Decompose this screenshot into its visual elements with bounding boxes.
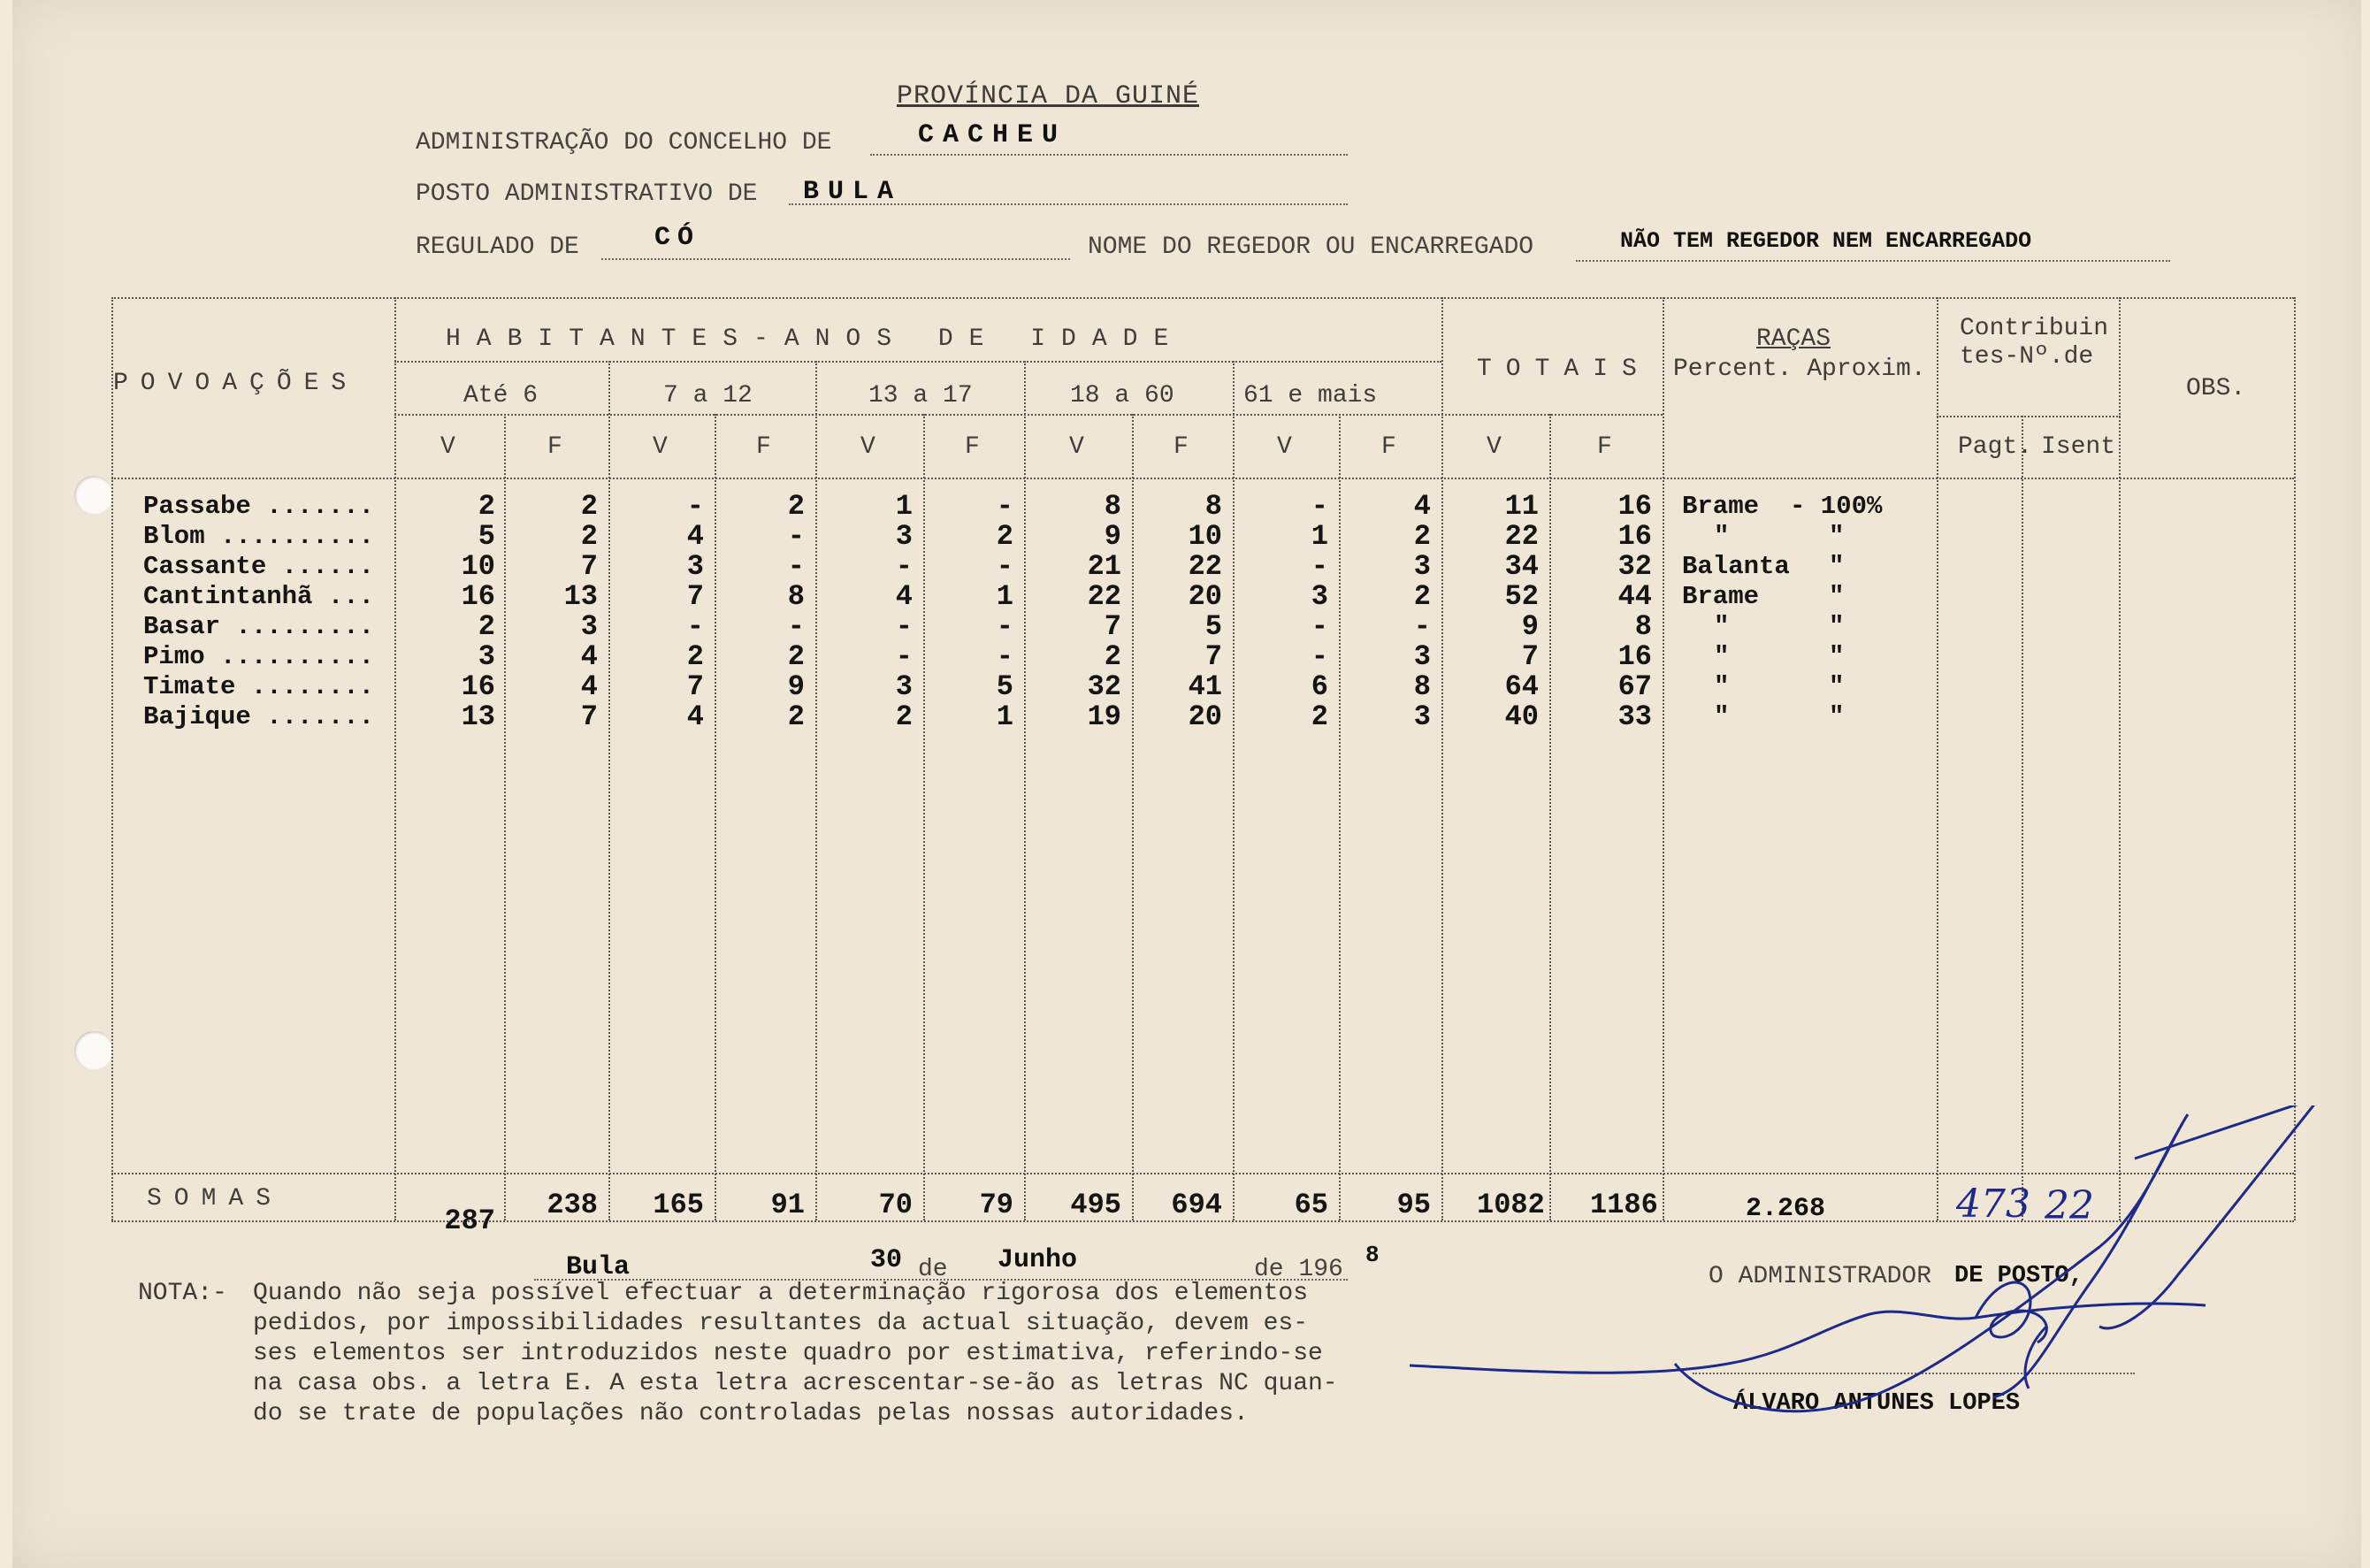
nota-line-2: pedidos, por impossibilidades resultantes da actual situação, devem es- (253, 1310, 1308, 1337)
somas-cell: 287 (444, 1205, 495, 1237)
table-cell: - (686, 490, 704, 523)
col-sep (815, 361, 817, 1220)
age-group-1: 7 a 12 (663, 382, 753, 409)
f-header: F (756, 433, 771, 461)
document-page (12, 0, 2361, 1568)
table-cell: - (1413, 610, 1431, 643)
table-cell: - (787, 610, 805, 643)
somas-cell: 1082 (1477, 1189, 1545, 1221)
date-day: 30 (870, 1245, 903, 1275)
posto-label: POSTO ADMINISTRATIVO DE (416, 180, 758, 208)
table-cell: - (1311, 490, 1328, 523)
povoacao-name: Basar ......... (143, 612, 375, 641)
table-cell: 10 (461, 550, 495, 583)
table-cell: 2 (1311, 700, 1328, 733)
table-cell: 20 (1188, 700, 1222, 733)
table-cell: 2 (787, 700, 805, 733)
habitantes-header: HABITANTES-ANOS DE IDADE (446, 325, 1185, 353)
administrador-label: O ADMINISTRADOR (1709, 1263, 1932, 1290)
f-header: F (1174, 433, 1189, 461)
table-cell: 3 (1413, 550, 1431, 583)
table-cell: 22 (1087, 580, 1121, 613)
table-cell: 5 (478, 520, 495, 553)
punch-hole-top (74, 476, 113, 515)
table-cell: - (996, 550, 1013, 583)
table-cell: 3 (1413, 640, 1431, 673)
table-cell: 10 (1188, 520, 1222, 553)
table-cell: 16 (461, 670, 495, 703)
posto-value: BULA (803, 177, 903, 207)
col-sep (608, 361, 610, 1220)
table-cell: 2 (580, 520, 598, 553)
col-totais-left (1441, 297, 1443, 1220)
table-cell: 52 (1504, 580, 1539, 613)
regulado-value: CÓ (654, 223, 701, 253)
age-group-0: Até 6 (463, 382, 539, 409)
table-cell: 2 (478, 490, 495, 523)
vf-divider (394, 414, 1663, 416)
age-group-3: 18 a 60 (1070, 382, 1174, 409)
povoacao-name: Cantintanhã ... (143, 582, 375, 611)
race-name: " (1714, 612, 1730, 641)
v-header: V (440, 433, 455, 461)
table-cell: 34 (1504, 550, 1539, 583)
col-povoacoes-right (394, 297, 396, 1220)
handwritten-signature (1410, 1105, 2370, 1442)
somas-label: SOMAS (147, 1185, 284, 1212)
habitantes-divider (394, 361, 1441, 363)
race-percent: " (1829, 612, 1845, 641)
povoacao-name: Pimo .......... (143, 642, 375, 671)
table-cell: 4 (580, 670, 598, 703)
table-cell: 7 (580, 550, 598, 583)
table-cell: 3 (686, 550, 704, 583)
col-sep (1339, 414, 1341, 1220)
povoacao-name: Timate ........ (143, 672, 375, 701)
table-cell: 1 (996, 580, 1013, 613)
table-cell: 16 (1617, 520, 1652, 553)
date-month: Junho (998, 1245, 1078, 1275)
contrib-divider (1937, 416, 2121, 417)
v-header: V (1277, 433, 1292, 461)
table-cell: 16 (1617, 490, 1652, 523)
somas-cell: 91 (770, 1189, 805, 1221)
race-name: " (1714, 642, 1730, 671)
pagt-header: Pagt. (1958, 433, 2033, 461)
date-de-2: de 196 (1254, 1256, 1343, 1283)
isent-header: Isent (2041, 433, 2116, 461)
table-cell: - (1311, 550, 1328, 583)
table-cell: 3 (895, 670, 913, 703)
nota-line-4: na casa obs. a letra E. A esta letra acrescentar-se-ão as letras NC quan- (253, 1370, 1338, 1397)
table-cell: 4 (1413, 490, 1431, 523)
table-left-border (111, 297, 113, 1220)
totais-header: TOTAIS (1477, 356, 1651, 383)
regulado-label: REGULADO DE (416, 233, 579, 261)
table-cell: 2 (580, 490, 598, 523)
date-place: Bula (566, 1252, 631, 1282)
table-cell: 2 (1104, 640, 1121, 673)
col-racas-left (1663, 297, 1664, 1220)
table-cell: - (895, 550, 913, 583)
date-year-digit: 8 (1365, 1242, 1381, 1268)
contrib-isent-value: 22 (2045, 1183, 2094, 1228)
f-header: F (965, 433, 980, 461)
table-cell: - (1311, 610, 1328, 643)
racas-header: RAÇAS (1756, 325, 1831, 353)
table-cell: 41 (1188, 670, 1222, 703)
table-top-border (111, 297, 2294, 299)
table-cell: 9 (1521, 610, 1539, 643)
age-group-4: 61 e mais (1243, 382, 1378, 409)
table-cell: 8 (1413, 670, 1431, 703)
obs-header: OBS. (2186, 375, 2246, 402)
nota-line-1: Quando não seja possível efectuar a determinação rigorosa dos elementos (253, 1280, 1308, 1307)
somas-race-total: 2.268 (1746, 1194, 1826, 1224)
signer-name: ÁLVARO ANTUNES LOPES (1733, 1390, 2021, 1417)
table-cell: 3 (580, 610, 598, 643)
table-cell: 16 (461, 580, 495, 613)
nota-line-3: ses elementos ser introduzidos neste quadro por estimativa, referindo-se (253, 1340, 1323, 1367)
table-cell: 7 (1104, 610, 1121, 643)
nota-line-5: do se trate de populações não controladas pelas nossas autoridades. (253, 1400, 1249, 1427)
race-name: " (1714, 522, 1730, 551)
table-cell: 19 (1087, 700, 1121, 733)
table-cell: - (895, 610, 913, 643)
race-percent: " (1829, 522, 1845, 551)
punch-hole-bottom (74, 1031, 113, 1070)
table-cell: 33 (1617, 700, 1652, 733)
table-cell: 4 (686, 520, 704, 553)
contrib-pagt-value: 473 (1956, 1182, 2030, 1227)
col-contrib-left (1937, 297, 1938, 1220)
table-cell: 67 (1617, 670, 1652, 703)
table-cell: 4 (686, 700, 704, 733)
table-cell: 16 (1617, 640, 1652, 673)
table-cell: - (895, 640, 913, 673)
table-cell: 7 (686, 670, 704, 703)
table-cell: 4 (580, 640, 598, 673)
povoacao-name: Passabe ....... (143, 492, 375, 521)
col-sep (1549, 414, 1551, 1220)
col-sep (715, 414, 716, 1220)
table-cell: 7 (686, 580, 704, 613)
v-header: V (860, 433, 875, 461)
race-percent: " (1829, 702, 1845, 731)
contrib-header-1: Contribuin (1960, 315, 2109, 342)
table-cell: - (787, 550, 805, 583)
table-cell: 22 (1188, 550, 1222, 583)
table-cell: 8 (1204, 490, 1222, 523)
v-header: V (653, 433, 668, 461)
table-right-border (2294, 297, 2296, 1220)
table-cell: 2 (996, 520, 1013, 553)
table-cell: 8 (1634, 610, 1652, 643)
table-cell: 8 (1104, 490, 1121, 523)
table-cell: - (686, 610, 704, 643)
race-name: Brame (1682, 582, 1760, 611)
contrib-header-2: tes-Nº.de (1960, 343, 2094, 371)
f-header: F (547, 433, 562, 461)
table-cell: 32 (1617, 550, 1652, 583)
race-name: " (1714, 702, 1730, 731)
somas-cell: 495 (1070, 1189, 1121, 1221)
table-cell: 13 (563, 580, 598, 613)
administrador-typed: DE POSTO, (1954, 1263, 2083, 1289)
table-cell: - (996, 610, 1013, 643)
table-cell: 4 (895, 580, 913, 613)
table-cell: 7 (1521, 640, 1539, 673)
table-cell: 5 (996, 670, 1013, 703)
race-percent: " (1829, 672, 1845, 701)
povoacao-name: Blom .......... (143, 522, 375, 551)
table-cell: 2 (478, 610, 495, 643)
f-header: F (1597, 433, 1612, 461)
adm-dotline (870, 154, 1348, 156)
povoacao-name: Cassante ...... (143, 552, 375, 581)
povoacao-name: Bajique ....... (143, 702, 375, 731)
table-cell: 5 (1204, 610, 1222, 643)
regedor-value: NÃO TEM REGEDOR NEM ENCARREGADO (1620, 228, 2032, 254)
table-cell: 2 (686, 640, 704, 673)
race-percent: " (1829, 582, 1845, 611)
table-cell: 32 (1087, 670, 1121, 703)
table-cell: 13 (461, 700, 495, 733)
table-cell: 8 (787, 580, 805, 613)
race-name: " (1714, 672, 1730, 701)
provincia-title: PROVÍNCIA DA GUINÉ (897, 81, 1200, 111)
table-cell: 3 (895, 520, 913, 553)
col-obs-left (2119, 297, 2121, 1220)
col-sep (1233, 361, 1235, 1220)
somas-cell: 1186 (1590, 1189, 1658, 1221)
race-percent: - 100% (1790, 492, 1883, 521)
table-cell: - (1311, 640, 1328, 673)
table-cell: 1 (996, 700, 1013, 733)
table-cell: 7 (580, 700, 598, 733)
date-de-1: de (918, 1256, 948, 1283)
table-cell: 9 (1104, 520, 1121, 553)
f-header: F (1381, 433, 1396, 461)
table-cell: - (787, 520, 805, 553)
table-cell: 3 (1413, 700, 1431, 733)
somas-cell: 238 (547, 1189, 598, 1221)
table-cell: 1 (1311, 520, 1328, 553)
col-isent-left (2022, 416, 2023, 1220)
race-name: Brame (1682, 492, 1760, 521)
age-group-2: 13 a 17 (868, 382, 973, 409)
somas-cell: 694 (1171, 1189, 1222, 1221)
somas-cell: 79 (979, 1189, 1013, 1221)
table-cell: 2 (787, 640, 805, 673)
regedor-label: NOME DO REGEDOR OU ENCARREGADO (1088, 233, 1534, 261)
table-cell: 11 (1504, 490, 1539, 523)
table-cell: 21 (1087, 550, 1121, 583)
v-header: V (1069, 433, 1084, 461)
col-sep (1132, 414, 1134, 1220)
somas-cell: 165 (653, 1189, 704, 1221)
race-name: Balanta (1682, 552, 1790, 581)
somas-cell: 65 (1294, 1189, 1328, 1221)
adm-value: CACHEU (918, 120, 1067, 150)
adm-label: ADMINISTRAÇÃO DO CONCELHO DE (416, 129, 832, 157)
table-cell: 22 (1504, 520, 1539, 553)
nota-label: NOTA:- (138, 1280, 227, 1307)
povoacoes-header: POVOAÇÕES (113, 370, 359, 397)
table-cell: 3 (1311, 580, 1328, 613)
col-sep (504, 414, 506, 1220)
regedor-dotline (1576, 260, 2170, 262)
table-cell: - (996, 640, 1013, 673)
table-cell: 20 (1188, 580, 1222, 613)
table-cell: 3 (478, 640, 495, 673)
race-percent: " (1829, 642, 1845, 671)
table-cell: - (996, 490, 1013, 523)
table-cell: 40 (1504, 700, 1539, 733)
table-cell: 64 (1504, 670, 1539, 703)
table-cell: 9 (787, 670, 805, 703)
col-sep (1024, 361, 1026, 1220)
table-cell: 7 (1204, 640, 1222, 673)
table-cell: 2 (787, 490, 805, 523)
somas-cell: 95 (1396, 1189, 1431, 1221)
table-header-bottom (111, 478, 2294, 479)
v-header: V (1487, 433, 1502, 461)
racas-sub: Percent. Aproxim. (1673, 356, 1926, 383)
table-cell: 1 (895, 490, 913, 523)
regulado-dotline (601, 258, 1070, 260)
table-cell: 2 (895, 700, 913, 733)
table-cell: 2 (1413, 520, 1431, 553)
somas-cell: 70 (878, 1189, 913, 1221)
col-sep (923, 414, 925, 1220)
table-cell: 6 (1311, 670, 1328, 703)
race-percent: " (1829, 552, 1845, 581)
table-cell: 2 (1413, 580, 1431, 613)
table-cell: 44 (1617, 580, 1652, 613)
